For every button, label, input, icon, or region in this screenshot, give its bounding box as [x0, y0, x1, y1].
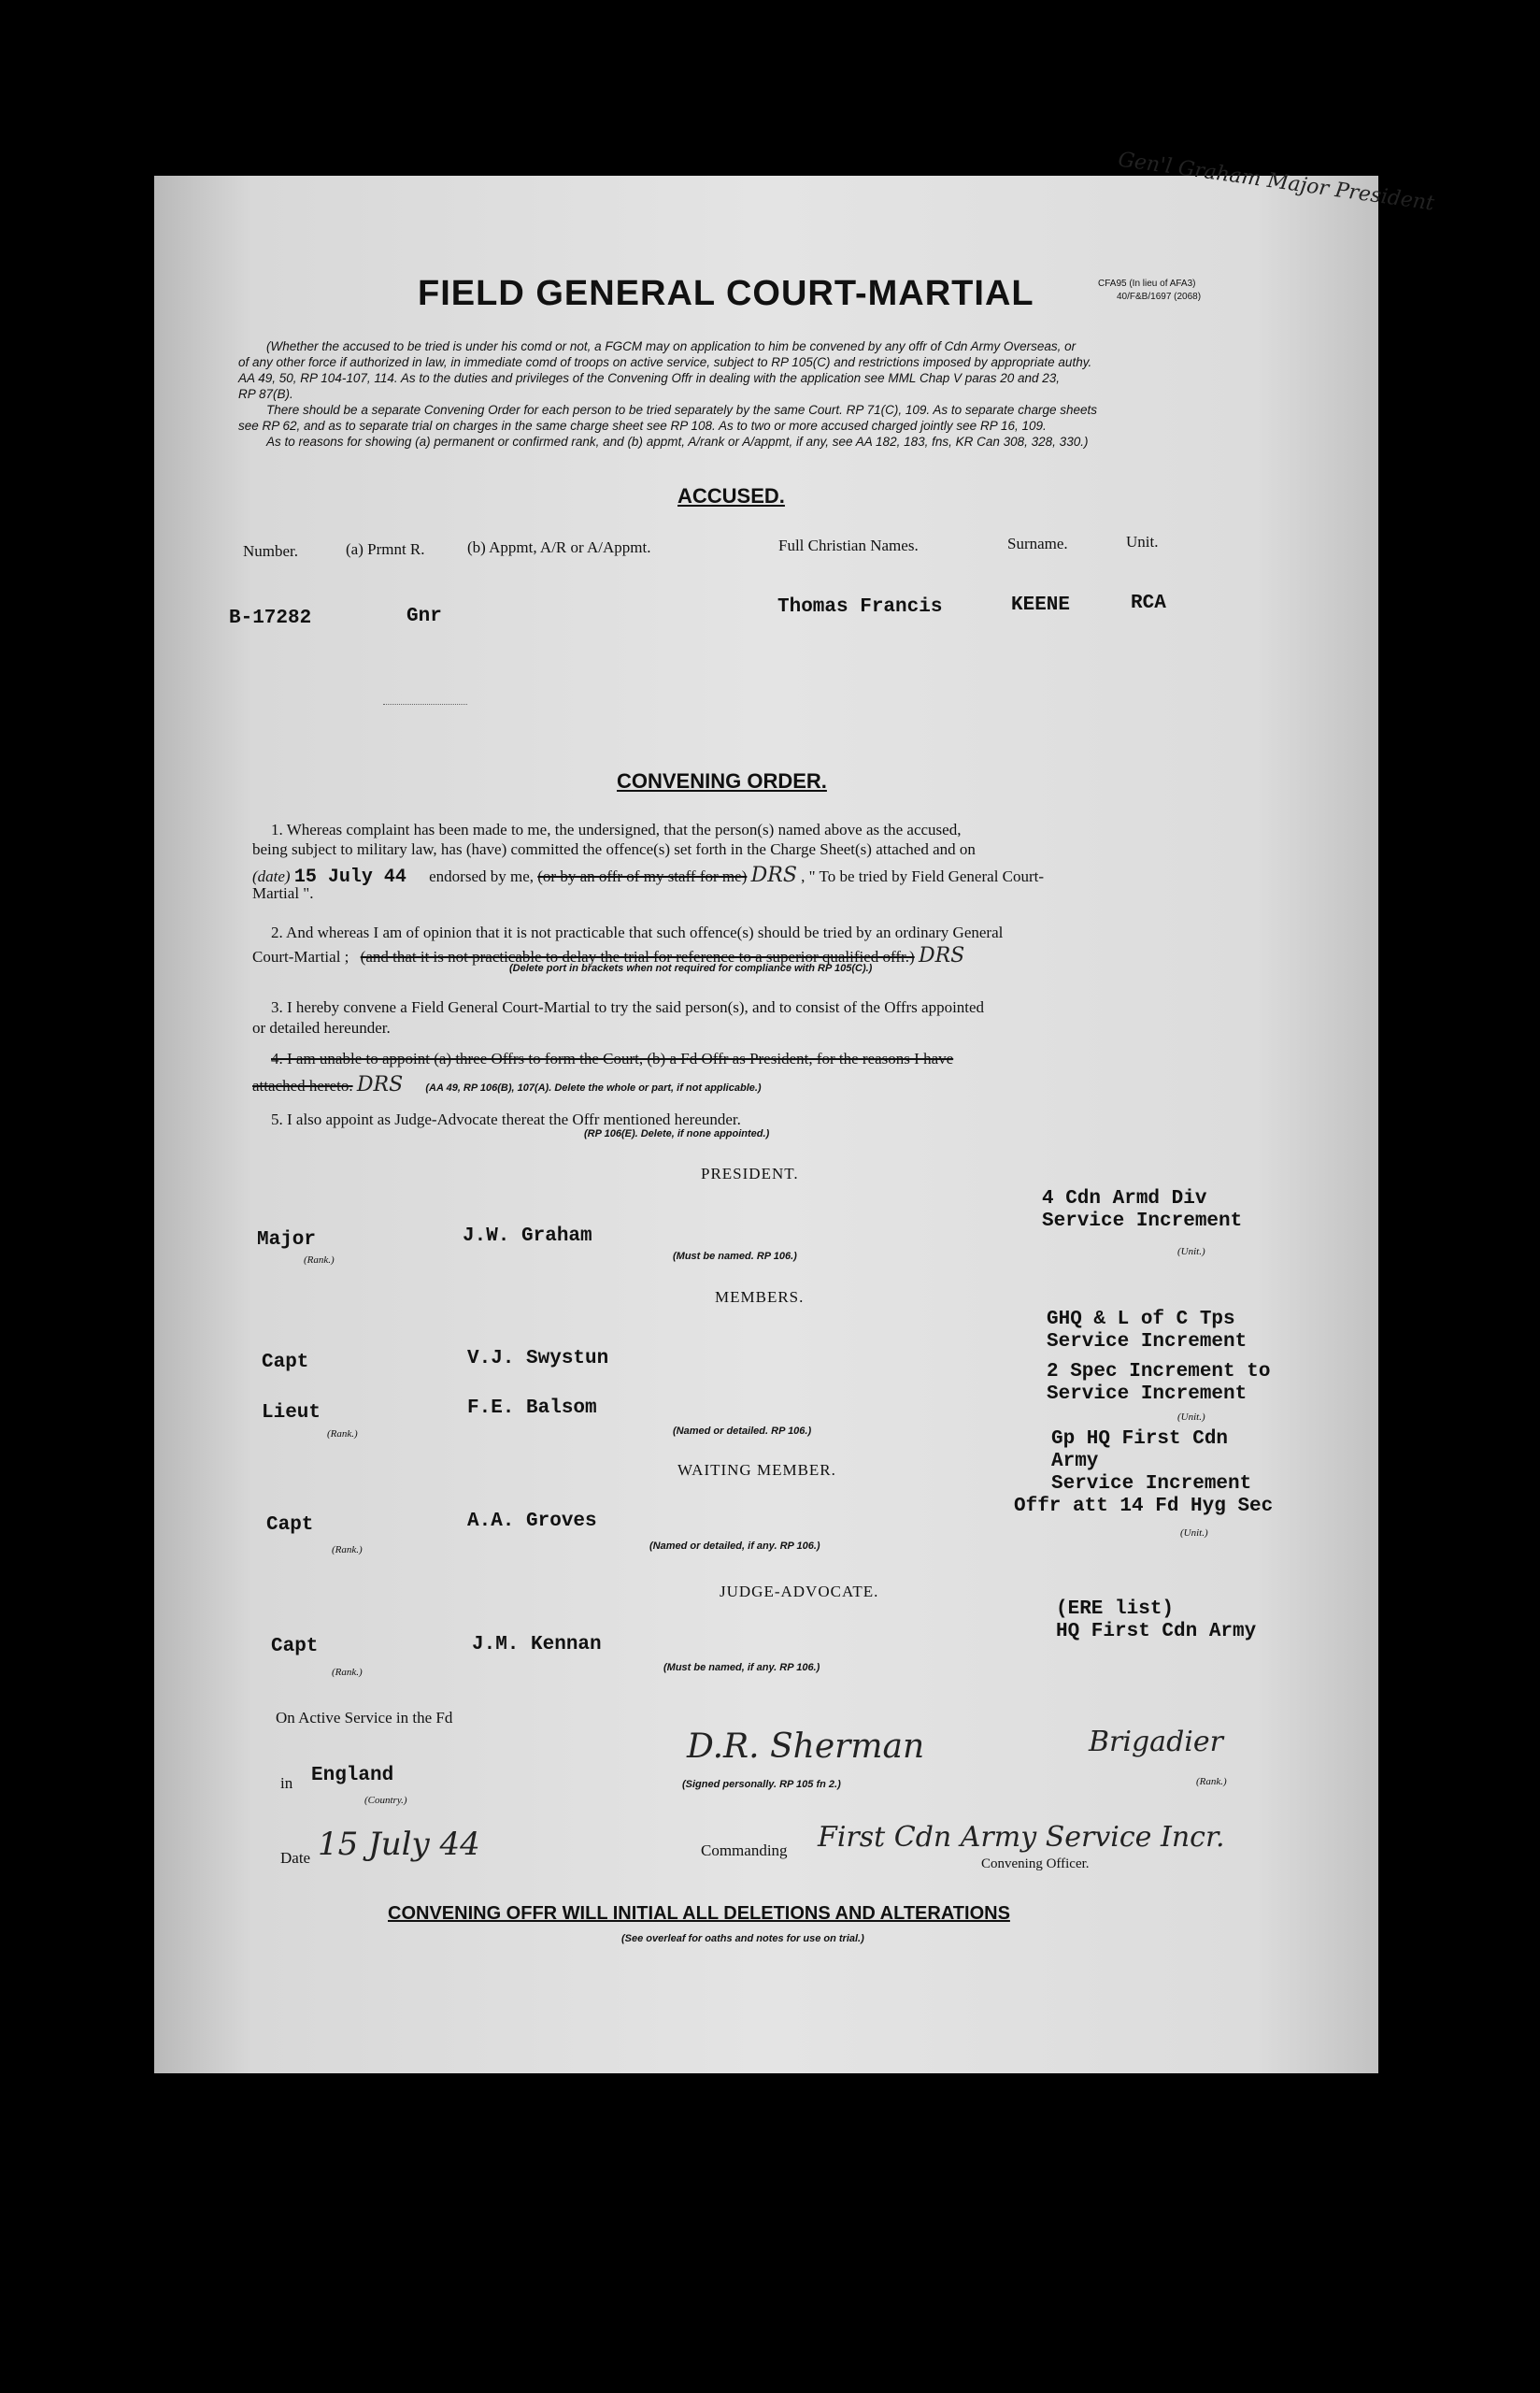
- instruction-line: (Whether the accused to be tried is under his comd or not, a FGCM may on application to him be convened by any offr of Cdn Army Overseas, or: [266, 339, 1077, 353]
- member-1-rank: Capt: [262, 1352, 309, 1373]
- header-unit: Unit.: [1126, 533, 1159, 551]
- unit-label: (Unit.): [1180, 1527, 1208, 1539]
- instruction-line: There should be a separate Convening Order for each person to be tried separately by the same Court. RP 71(C), 109. As to separate charge sheets: [266, 403, 1097, 417]
- president-unit-line-2: Service Increment: [1042, 1211, 1243, 1232]
- unit-label: (Unit.): [1177, 1411, 1205, 1423]
- header-appmt: (b) Appmt, A/R or A/Appmt.: [467, 538, 651, 556]
- form-code-1: CFA95 (In lieu of AFA3): [1098, 279, 1196, 289]
- paragraph-1-line-4: Martial ".: [252, 884, 314, 902]
- paragraph-2-line-1: 2. And whereas I am of opinion that it is not practicable that such offence(s) should be tried by an ordinary General: [271, 924, 1004, 941]
- member-2-unit-line-2: Service Increment: [1047, 1383, 1248, 1405]
- president-heading: PRESIDENT.: [701, 1165, 799, 1182]
- judge-advocate-unit-line-2: HQ First Cdn Army: [1056, 1621, 1257, 1642]
- date-label: Date: [280, 1849, 311, 1867]
- member-1-unit-line-1: GHQ & L of C Tps: [1047, 1309, 1235, 1330]
- signer-rank: Brigadier: [1089, 1726, 1223, 1758]
- instruction-line: As to reasons for showing (a) permanent or confirmed rank, and (b) appmt, A/rank or A/appmt, if any, see AA 182, 183, fns, KR Can 308, 328, 330.): [266, 435, 1089, 449]
- command-name: First Cdn Army Service Incr.: [818, 1821, 1225, 1854]
- paragraph-4-note: (AA 49, RP 106(B), 107(A). Delete the whole or part, if not applicable.): [425, 1082, 762, 1094]
- header-surname: Surname.: [1007, 535, 1068, 552]
- members-heading: MEMBERS.: [715, 1288, 805, 1306]
- paragraph-2-note: (Delete port in brackets when not required for compliance with RP 105(C).): [509, 963, 873, 974]
- paragraph-1-line-2: being subject to military law, has (have) committed the offence(s) set forth in the Charge Sheet(s) attached and on: [252, 840, 976, 858]
- paragraph-3-line-1: 3. I hereby convene a Field General Court-Martial to try the said person(s), and to consist of the Offrs appointed: [271, 998, 985, 1016]
- initials: DRS: [918, 944, 965, 967]
- rank-label: (Rank.): [327, 1428, 358, 1440]
- accused-unit: RCA: [1131, 593, 1166, 614]
- header-names: Full Christian Names.: [778, 537, 919, 554]
- waiting-member-heading: WAITING MEMBER.: [677, 1461, 836, 1479]
- paragraph-5: 5. I also appoint as Judge-Advocate thereat the Offr mentioned hereunder.: [271, 1111, 741, 1128]
- header-number: Number.: [243, 542, 299, 560]
- divider: [383, 704, 467, 705]
- accused-heading: ACCUSED.: [677, 484, 785, 508]
- instruction-line: AA 49, 50, RP 104-107, 114. As to the duties and privileges of the Convening Offr in dealing with the application see MML Chap V paras 20 and 23,: [238, 371, 1061, 385]
- rank-label: (Rank.): [304, 1254, 335, 1266]
- waiting-member-name-note: (Named or detailed, if any. RP 106.): [649, 1540, 820, 1552]
- commanding-label: Commanding: [701, 1841, 788, 1859]
- rank-label: (Rank.): [1196, 1776, 1227, 1787]
- struck-delay-text: (and that it is not practicable to delay the trial for reference to a superior qualified offr.): [360, 948, 915, 966]
- accused-surname: KEENE: [1011, 595, 1071, 616]
- accused-names: Thomas Francis: [777, 596, 943, 618]
- members-name-note: (Named or detailed. RP 106.): [673, 1426, 812, 1437]
- struck-staff-text: (or by an offr of my staff for me): [537, 867, 748, 885]
- member-2-unit-line-3: Gp HQ First Cdn: [1051, 1428, 1229, 1450]
- accused-number: B-17282: [229, 608, 312, 629]
- waiting-member-unit-line-2: Offr att 14 Fd Hyg Sec: [1014, 1496, 1274, 1517]
- court-martial-text: Court-Martial ;: [252, 948, 349, 966]
- president-rank: Major: [257, 1229, 317, 1251]
- attached-text: attached hereto.: [252, 1077, 353, 1095]
- form-title: FIELD GENERAL COURT-MARTIAL: [418, 274, 1034, 313]
- member-2-name: F.E. Balsom: [467, 1397, 597, 1419]
- member-1-name: V.J. Swystun: [467, 1348, 609, 1369]
- convening-order-heading: CONVENING ORDER.: [617, 769, 827, 793]
- active-service-line: On Active Service in the Fd: [276, 1709, 453, 1727]
- header-prmnt-rank: (a) Prmnt R.: [346, 540, 425, 558]
- judge-advocate-name-note: (Must be named, if any. RP 106.): [663, 1662, 820, 1673]
- form-code-2: 40/F&B/1697 (2068): [1117, 292, 1202, 302]
- judge-advocate-heading: JUDGE-ADVOCATE.: [720, 1583, 879, 1600]
- president-unit-line-1: 4 Cdn Armd Div: [1042, 1188, 1207, 1210]
- paragraph-1-line-3: [252, 864, 1044, 888]
- judge-advocate-name: J.M. Kennan: [472, 1634, 602, 1655]
- president-name-note: (Must be named. RP 106.): [673, 1251, 797, 1262]
- footer-notice: CONVENING OFFR WILL INITIAL ALL DELETIONS AND ALTERATIONS: [388, 1903, 1010, 1924]
- signed-date: 15 July 44: [318, 1826, 480, 1863]
- initials: DRS: [356, 1073, 404, 1096]
- president-name: J.W. Graham: [463, 1225, 592, 1247]
- date-label: (date): [252, 867, 291, 885]
- paragraph-4-line-2: [252, 1073, 762, 1096]
- paragraph-3-line-2: or detailed hereunder.: [252, 1019, 391, 1037]
- judge-advocate-unit-line-1: (ERE list): [1056, 1598, 1175, 1620]
- judge-advocate-rank: Capt: [271, 1636, 319, 1657]
- instruction-line: see RP 62, and as to separate trial on charges in the same charge sheet see RP 108. As to two or more accused charged jointly see RP 16, 109.: [238, 419, 1047, 433]
- rank-label: (Rank.): [332, 1544, 363, 1555]
- signed-note: (Signed personally. RP 105 fn 2.): [682, 1779, 841, 1790]
- member-2-unit-line-4: Army: [1051, 1451, 1099, 1472]
- handwritten-annotation: Gen'l Graham Major President: [1116, 148, 1436, 216]
- paragraph-1-line-1: 1. Whereas complaint has been made to me, the undersigned, that the person(s) named above as the accused,: [271, 821, 962, 838]
- country: England: [311, 1765, 394, 1786]
- form-sheet: [154, 148, 1436, 2073]
- endorsed-text: endorsed by me,: [429, 867, 535, 885]
- paragraph-5-note: (RP 106(E). Delete, if none appointed.): [584, 1128, 770, 1139]
- member-2-unit-line-1: 2 Spec Increment to: [1047, 1361, 1271, 1383]
- paragraph-4-line-1: 4. I am unable to appoint (a) three Offrs to form the Court, (b) a Fd Offr as President, for the reasons I have: [271, 1050, 954, 1068]
- rank-label: (Rank.): [332, 1667, 363, 1678]
- tried-text: , " To be tried by Field General Court-: [801, 867, 1045, 885]
- unit-label: (Unit.): [1177, 1246, 1205, 1257]
- footer-note: (See overleaf for oaths and notes for use on trial.): [621, 1933, 864, 1944]
- waiting-member-rank: Capt: [266, 1514, 314, 1536]
- in-label: in: [280, 1774, 293, 1792]
- instruction-line: of any other force if authorized in law, in immediate comd of troops on active service, subject to RP 105(C) and restrictions imposed by appropriate authy.: [238, 355, 1092, 369]
- member-1-unit-line-2: Service Increment: [1047, 1331, 1248, 1353]
- commander-signature: D.R. Sherman: [687, 1727, 925, 1766]
- country-label: (Country.): [364, 1795, 407, 1806]
- member-2-rank: Lieut: [262, 1402, 321, 1424]
- instruction-line: RP 87(B).: [238, 387, 293, 401]
- initials: DRS: [750, 864, 797, 887]
- convening-officer-label: Convening Officer.: [981, 1856, 1090, 1871]
- waiting-member-name: A.A. Groves: [467, 1511, 597, 1532]
- accused-rank: Gnr: [406, 606, 442, 627]
- offence-date: 15 July 44: [293, 867, 406, 888]
- waiting-member-unit-line-1: Service Increment: [1051, 1473, 1252, 1495]
